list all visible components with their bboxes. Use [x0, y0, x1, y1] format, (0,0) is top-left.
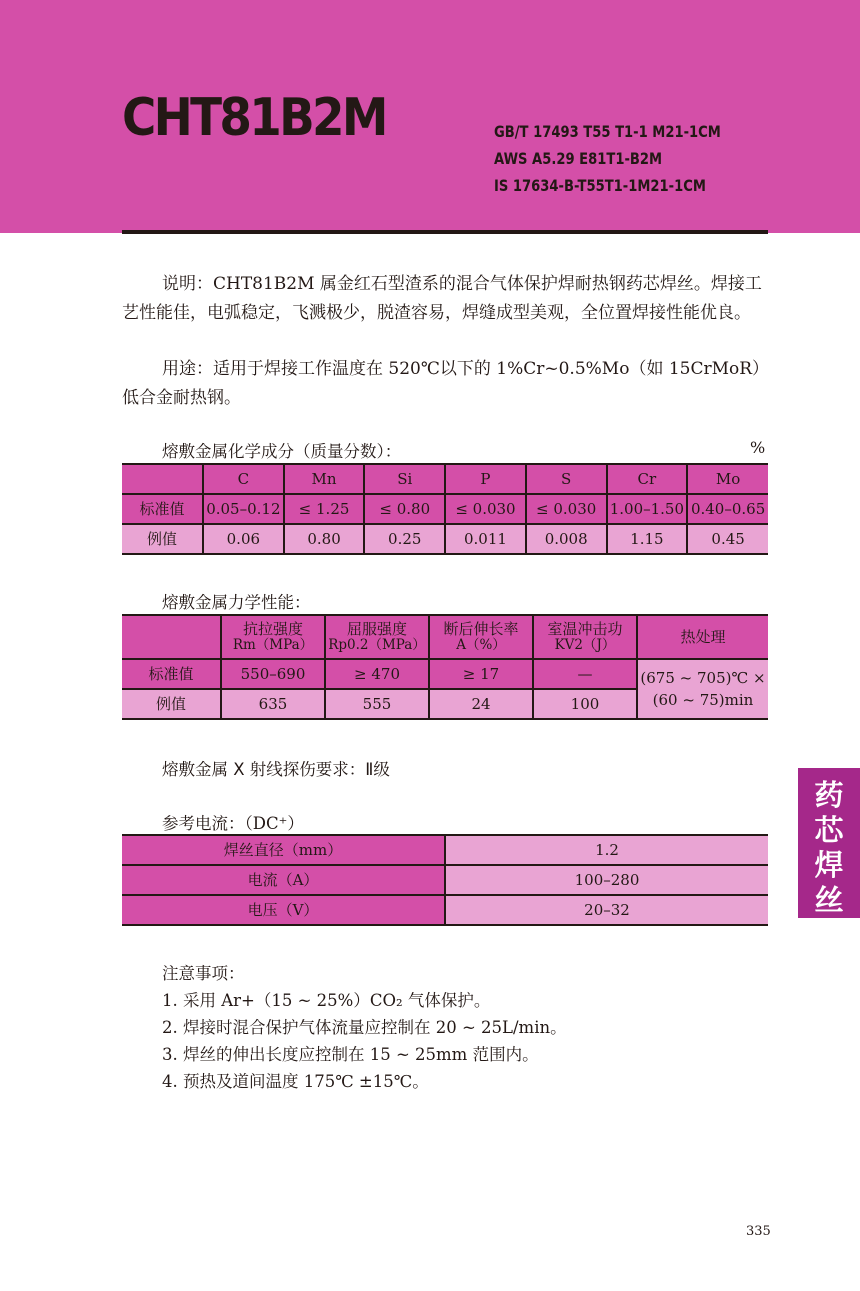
current-title: 参考电流：: [162, 814, 245, 833]
product-name: CHT81B2M: [122, 88, 386, 148]
table-cell: 0.40–0.65: [687, 494, 768, 524]
table-cell: 0.011: [445, 524, 526, 554]
heat-header: 热处理: [637, 615, 768, 659]
row-label: 焊丝直径（mm）: [122, 835, 445, 865]
chem-table: [122, 463, 768, 555]
row-label: 标准值: [122, 659, 221, 689]
chem-col: Mo: [687, 464, 768, 494]
chem-col: Si: [364, 464, 445, 494]
table-cell: 100–280: [445, 865, 768, 895]
table-cell: 24: [429, 689, 533, 719]
table-cell: ≤ 0.80: [364, 494, 445, 524]
table-cell: 550–690: [221, 659, 325, 689]
header-rule: [122, 230, 768, 234]
standards-list: [494, 118, 721, 199]
row-label: 例值: [122, 689, 221, 719]
heat-line-2: (60 ~ 75)min: [652, 691, 754, 709]
table-cell: 100: [533, 689, 637, 719]
table-cell: 0.45: [687, 524, 768, 554]
chem-col: C: [203, 464, 284, 494]
mech-col-name: 断后伸长率: [443, 620, 519, 638]
mech-col-name: 抗拉强度: [242, 620, 303, 638]
mech-col-unit: A（%）: [456, 637, 506, 653]
table-cell: 635: [221, 689, 325, 719]
table-cell: ≥ 17: [429, 659, 533, 689]
heat-treatment-cell: [637, 659, 768, 719]
usage-paragraph: [122, 355, 768, 412]
mech-col: [533, 615, 637, 659]
standard-is: IS 17634-B-T55T1-1M21-1CM: [494, 176, 706, 195]
table-row: [122, 895, 768, 925]
chem-header-row: [122, 464, 768, 494]
table-cell: ≤ 1.25: [284, 494, 365, 524]
mech-col: [325, 615, 429, 659]
mech-header-row: [122, 615, 768, 659]
table-row: [122, 865, 768, 895]
table-row: [122, 494, 768, 524]
description-label: 说明：: [162, 274, 213, 294]
current-dc: （DC⁺）: [244, 814, 304, 833]
xray-requirement: 熔敷金属 X 射线探伤要求：Ⅱ级: [162, 760, 390, 779]
mech-col-unit: Rm（MPa）: [232, 637, 314, 653]
table-cell: 1.00–1.50: [607, 494, 688, 524]
table-cell: 0.80: [284, 524, 365, 554]
table-cell: 0.06: [203, 524, 284, 554]
chem-col: P: [445, 464, 526, 494]
usage-text: 适用于焊接工作温度在 520℃以下的 1%Cr~0.5%Mo（如 15CrMoR）低合金耐热钢。: [122, 359, 761, 408]
mech-col-unit: Rp0.2（MPa）: [328, 637, 426, 653]
current-table: [122, 834, 768, 926]
mech-table: [122, 614, 768, 720]
table-cell: 0.05–0.12: [203, 494, 284, 524]
notes-section: [162, 960, 567, 1095]
mech-col-name: 室温冲击功: [547, 620, 623, 638]
row-label: 例值: [122, 524, 203, 554]
chem-corner: [122, 464, 203, 494]
page-number: 335: [746, 1224, 771, 1239]
mech-corner: [122, 615, 221, 659]
table-row: [122, 524, 768, 554]
table-cell: ≤ 0.030: [526, 494, 607, 524]
list-item: 4. 预热及道间温度 175℃ ±15℃。: [162, 1072, 429, 1091]
table-cell: 1.15: [607, 524, 688, 554]
table-row: [122, 659, 768, 689]
table-cell: 0.008: [526, 524, 607, 554]
row-label: 电流（A）: [122, 865, 445, 895]
mech-col-unit: KV2（J）: [554, 637, 616, 653]
chem-col: S: [526, 464, 607, 494]
row-label: 标准值: [122, 494, 203, 524]
table-cell: —: [533, 659, 637, 689]
chem-title: 熔敷金属化学成分（质量分数）：: [162, 442, 402, 461]
table-cell: ≥ 470: [325, 659, 429, 689]
description-paragraph: [122, 270, 768, 327]
table-cell: 1.2: [445, 835, 768, 865]
mech-col: [429, 615, 533, 659]
list-item: 2. 焊接时混合保护气体流量应控制在 20 ~ 25L/min。: [162, 1018, 567, 1037]
notes-title: 注意事项：: [162, 964, 245, 983]
table-row: [122, 835, 768, 865]
table-cell: 555: [325, 689, 429, 719]
usage-label: 用途：: [162, 359, 213, 379]
mech-col-name: 屈服强度: [346, 620, 407, 638]
mech-title: 熔敷金属力学性能：: [162, 593, 311, 612]
chem-unit: %: [750, 438, 766, 457]
list-item: 1. 采用 Ar+（15 ~ 25%）CO₂ 气体保护。: [162, 991, 491, 1010]
list-item: 3. 焊丝的伸出长度应控制在 15 ~ 25mm 范围内。: [162, 1045, 539, 1064]
side-tab-label: 药芯焊丝: [814, 778, 844, 917]
chem-col: Cr: [607, 464, 688, 494]
row-label: 电压（V）: [122, 895, 445, 925]
standard-aws: AWS A5.29 E81T1-B2M: [494, 149, 663, 168]
current-title-line: [162, 810, 304, 834]
side-tab: [798, 768, 860, 918]
table-cell: 20–32: [445, 895, 768, 925]
description-text: CHT81B2M 属金红石型渣系的混合气体保护焊耐热钢药芯焊丝。焊接工艺性能佳，电弧稳定，飞溅极少，脱渣容易，焊缝成型美观，全位置焊接性能优良。: [122, 274, 762, 323]
mech-col: [221, 615, 325, 659]
chem-col: Mn: [284, 464, 365, 494]
heat-line-1: (675 ~ 705)℃ ×: [640, 669, 766, 687]
table-cell: 0.25: [364, 524, 445, 554]
standard-gb: GB/T 17493 T55 T1-1 M21-1CM: [494, 122, 721, 141]
table-cell: ≤ 0.030: [445, 494, 526, 524]
